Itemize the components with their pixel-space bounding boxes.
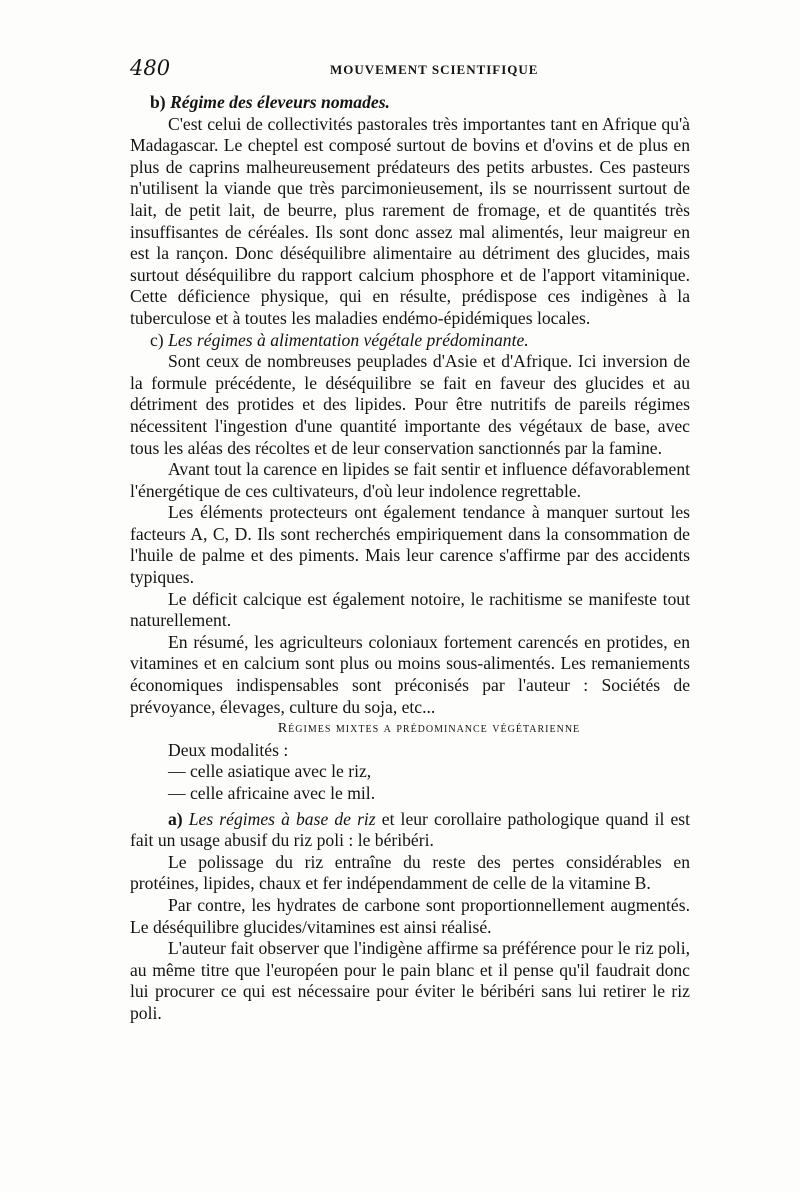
paragraph-c-1: Sont ceux de nombreuses peuplades d'Asie et d'Afrique. Ici inversion de la formule précédente, le déséquilibre se fait en faveur des glucides et au détriment des protides et des lipides. Pour être nutritifs de pareils régimes nécessitent l'ingestion d'une quantité importante des végétaux de base, avec tous les aléas des récoltes et de leur conservation sanctionnés par la famine. <box>130 351 690 458</box>
subheading-c-letter: c) <box>150 329 164 350</box>
subheading-a-title: Les régimes à base de riz <box>188 808 376 829</box>
paragraph-a-2: Par contre, les hydrates de carbone sont proportionnellement augmentés. Le déséquilibre glucides/vitamines est ainsi réalisé. <box>130 894 690 937</box>
subheading-c-title: Les régimes à alimentation végétale prédominante. <box>168 329 529 350</box>
paragraph-c-4: Le déficit calcique est également notoire, le rachitisme se manifeste tout naturellement. <box>130 588 690 631</box>
paragraph-c-3: Les éléments protecteurs ont également tendance à manquer surtout les facteurs A, C, D. Ils sont recherchés empiriquement dans la consommation de l'huile de palme et des piments. Mais leur carence s'affirme par des accidents typiques. <box>130 502 690 588</box>
page-number: 480 <box>130 56 171 80</box>
paragraph-a-1: Le polissage du riz entraîne du reste des pertes considérables en protéines, lipides, chaux et fer indépendamment de celle de la vitamine B. <box>130 851 690 894</box>
mixed-item-african: — celle africaine avec le mil. <box>168 783 376 803</box>
running-title: MOUVEMENT SCIENTIFIQUE <box>330 62 539 77</box>
paragraph-c-2: Avant tout la carence en lipides se fait sentir et influence défavorablement l'énergétique de ces cultivateurs, d'où leur indolence regrettable. <box>130 459 690 501</box>
subheading-a-letter: a) <box>168 808 183 829</box>
mixed-intro: Deux modalités : <box>168 739 289 760</box>
subheading-c <box>130 330 690 352</box>
paragraph-b: C'est celui de collectivités pastorales très importantes tant en Afrique qu'à Madagascar. Le cheptel est composé surtout de bovins et d'ovins et de plus en plus de caprins malheureusement prédateurs des petits arbustes. Ces pasteurs n'utilisent la viande que très parcimonieusement, ils se nourrissent surtout de lait, de petit lait, de beurre, plus rarement de fromage, et de quantités très insuffisantes de céréales. Ils sont donc assez mal alimentés, leur maigreur en est la rançon. Donc déséquilibre alimentaire au détriment des glucides, mais surtout déséquilibre du rapport calcium phosphore et de l'apport vitaminique. Cette déficience physique, qui en résulte, prédispose ces indigènes à la tuberculose et à toutes les maladies endémo-épidémiques locales. <box>130 113 690 328</box>
body-text <box>130 92 690 1025</box>
section-heading-mixed: Régimes mixtes a prédominance végétarienne <box>277 721 581 737</box>
paragraph-a-lead <box>130 809 690 852</box>
paragraph-a-lead-rest: et leur corollaire pathologique quand il est fait un usage abusif du riz poli : le béribéri. <box>130 808 690 851</box>
mixed-item-asian: — celle asiatique avec le riz, <box>168 761 372 782</box>
subheading-b <box>130 92 690 114</box>
paragraph-c-5: En résumé, les agriculteurs coloniaux fortement carencés en protides, en vitamines et en calcium sont plus ou moins sous-alimentés. Les remaniements économiques indispensables sont préconisés par l'auteur : Sociétés de prévoyance, élevages, culture du soja, etc... <box>130 631 690 717</box>
running-head <box>130 56 670 82</box>
subheading-b-title: Régime des éleveurs nomades. <box>170 92 390 112</box>
subheading-b-letter: b) <box>150 92 166 112</box>
paragraph-a-3: L'auteur fait observer que l'indigène affirme sa préférence pour le riz poli, au même titre que l'européen pour le pain blanc et il pense qu'il faudrait donc lui procurer ce qui est nécessaire pour éviter le béribéri sans lui retirer le riz poli. <box>130 938 690 1023</box>
